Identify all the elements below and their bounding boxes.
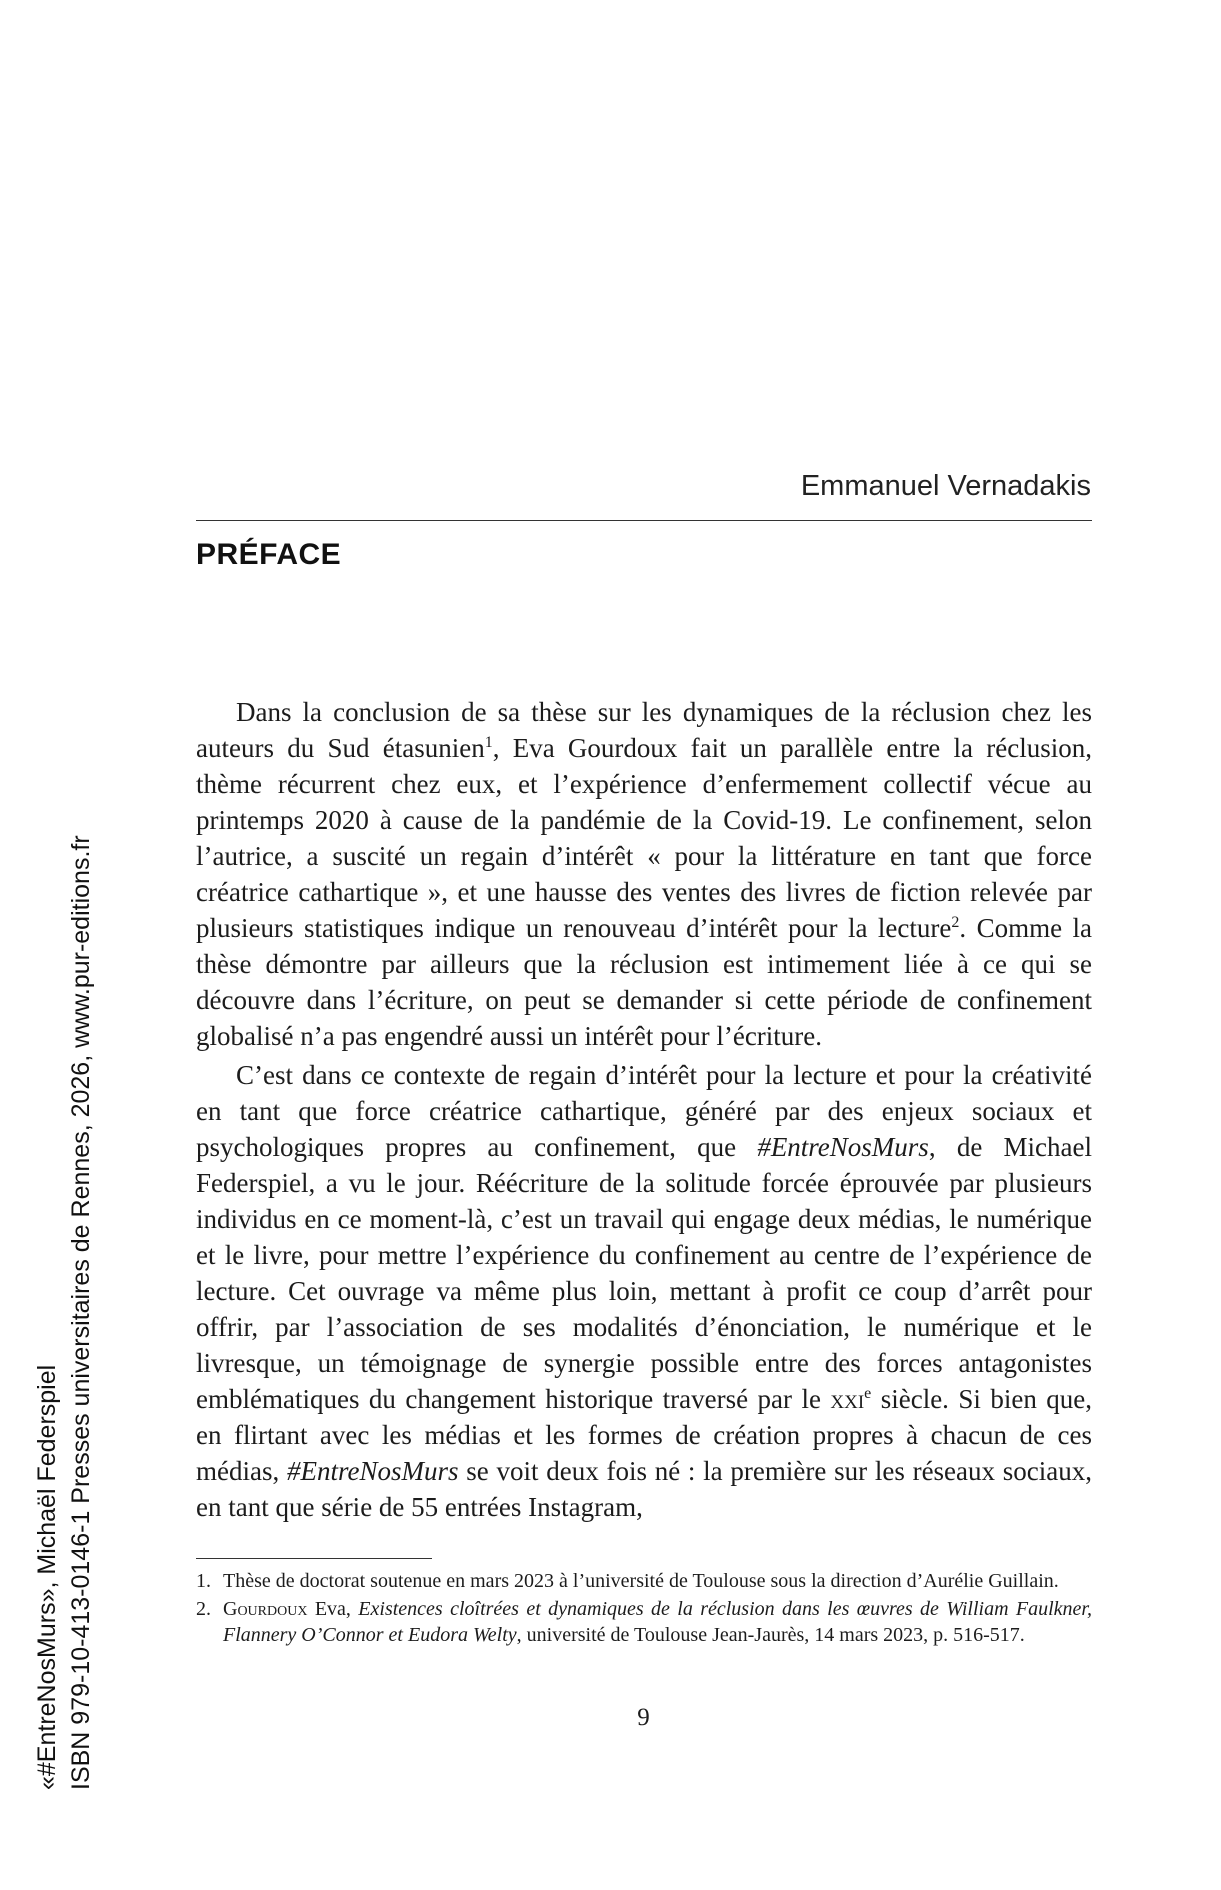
footnote-rule bbox=[196, 1558, 432, 1559]
footnote-2-number: 2. bbox=[196, 1598, 211, 1620]
chapter-title: PRÉFACE bbox=[196, 538, 342, 571]
footnote-1-text: Thèse de doctorat soutenue en mars 2023 à l’université de Toulouse sous la direction d’Aurélie Guillain. bbox=[223, 1570, 1059, 1592]
paragraph-1-part-b: , Eva Gourdoux fait un parallèle entre la réclusion, thème récurrent chez eux, et l’expérience d’enfermement collectif vécue au printemps 2020 à cause de la pandémie de la Covid-19. Le confinement, selon l’autrice, a suscité un regain d’intérêt « pour la littérature en tant que force créatrice cathartique », et une hausse des ventes des livres de fiction relevée par plusieurs statistiques indique un renouveau d’intérêt pour la lecture bbox=[196, 733, 1092, 943]
paragraph-2-part-d: se voit deux fois né : la première sur les réseaux sociaux, en tant que série de 55 entrées Instagram, bbox=[196, 1456, 1092, 1522]
footnote-2-part-a: Eva, bbox=[307, 1598, 359, 1620]
footnote-2 bbox=[196, 1596, 1092, 1648]
paragraph-1 bbox=[196, 694, 1092, 1054]
side-note-line-1: «#EntreNosMurs», Michaël Federspiel bbox=[33, 1364, 61, 1790]
footnotes bbox=[196, 1568, 1092, 1650]
footnote-2-title: Existences cloîtrées et dynamiques de la réclusion dans les œuvres de William Faulkner, Flannery O’Connor et Eudora Welty bbox=[223, 1598, 1092, 1646]
paragraph-2-part-a: C’est dans ce contexte de regain d’intérêt pour la lecture et pour la créativité en tant que force créatrice cathartique, généré par des enjeux sociaux et psychologiques propres au confinement, que bbox=[196, 1060, 1092, 1162]
paragraph-1-part-c: . Comme la thèse démontre par ailleurs que la réclusion est intimement liée à ce qui se découvre dans l’écriture, on peut se demander si cette période de confinement globalisé n’a pas engendré aussi un intérêt pour l’écriture. bbox=[196, 913, 1092, 1051]
paragraph-1-part-a: Dans la conclusion de sa thèse sur les dynamiques de la réclusion chez les auteurs du Sud étasunien bbox=[196, 697, 1092, 763]
work-title-1: #EntreNosMurs bbox=[757, 1132, 929, 1162]
paragraph-2 bbox=[196, 1057, 1092, 1525]
century-roman: xxi bbox=[830, 1384, 865, 1414]
page-number: 9 bbox=[637, 1704, 650, 1731]
body-text bbox=[196, 694, 1092, 1528]
side-note-line-2: ISBN 979-10-413-0146-1 Presses universitaires de Rennes, 2026, www.pur-editions.fr bbox=[67, 835, 95, 1790]
paragraph-2-part-c: siècle. Si bien que, en flirtant avec les médias et les formes de création propres à chacun de ces médias, bbox=[196, 1384, 1093, 1486]
work-title-2: #EntreNosMurs bbox=[286, 1456, 459, 1486]
copyright-side-note bbox=[30, 750, 98, 1790]
footnote-1-number: 1. bbox=[196, 1570, 211, 1592]
footnote-2-part-b: , université de Toulouse Jean-Jaurès, 14 mars 2023, p. 516-517. bbox=[516, 1624, 1025, 1646]
century-suffix: e bbox=[864, 1385, 872, 1402]
header-rule bbox=[196, 520, 1092, 521]
footnote-2-author: Gourdoux bbox=[223, 1598, 308, 1620]
footnote-ref-2[interactable]: 2 bbox=[951, 914, 960, 931]
footnote-1 bbox=[196, 1568, 1092, 1594]
paragraph-2-part-b: , de Michael Federspiel, a vu le jour. Réécriture de la solitude forcée éprouvée par plusieurs individus en ce moment-là, c’est un travail qui engage deux médias, le numérique et le livre, pour mettre l’expérience du confinement au centre de l’expérience de lecture. Cet ouvrage va même plus loin, mettant à profit ce coup d’arrêt pour offrir, par l’association de ses modalités d’énonciation, le numérique et le livresque, un témoignage de synergie possible entre des forces antagonistes emblématiques du changement historique traversé par le bbox=[196, 1132, 1092, 1414]
footnote-ref-1[interactable]: 1 bbox=[484, 734, 493, 751]
chapter-author: Emmanuel Vernadakis bbox=[800, 470, 1091, 502]
